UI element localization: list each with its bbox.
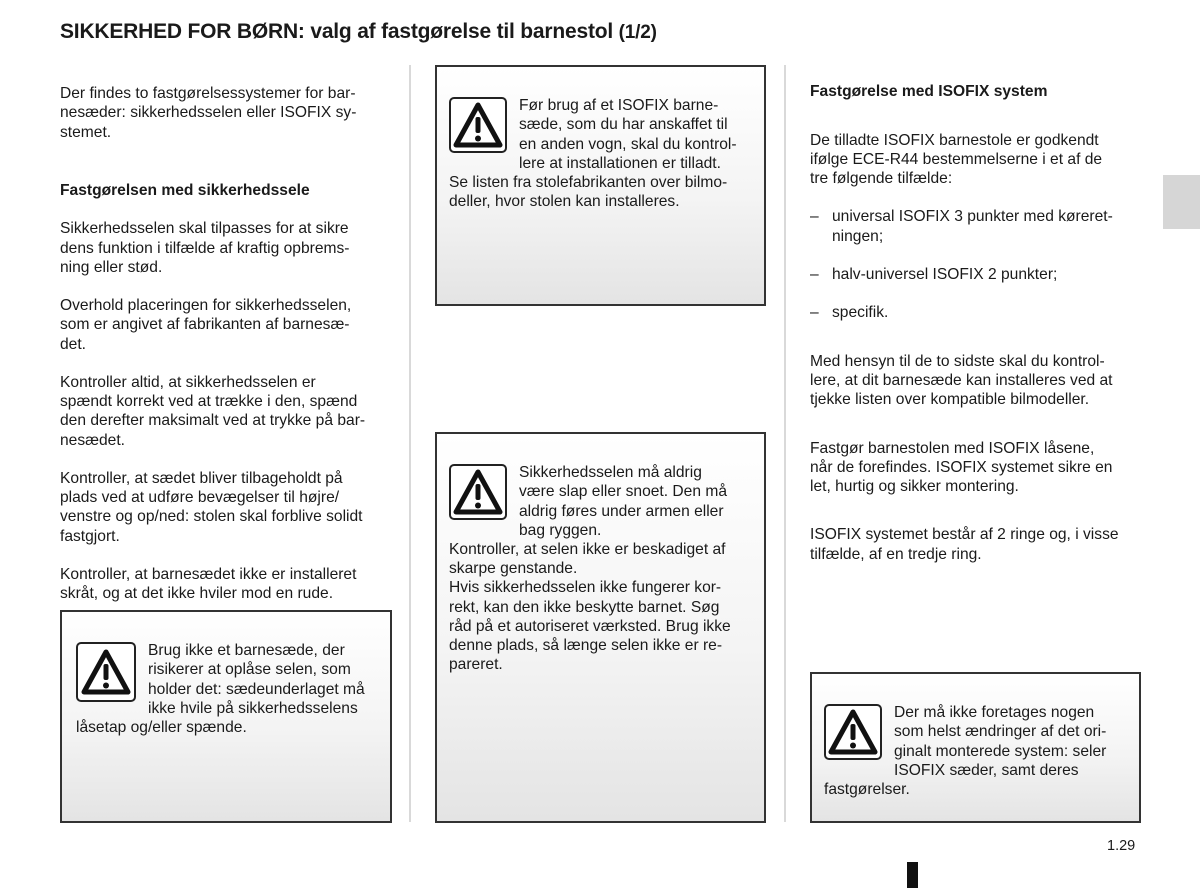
paragraph: De tilladte ISOFIX barnestole er godkendt ifølge ECE-R44 bestemmelserne i et af de tre følgende tilfælde: xyxy=(810,131,1103,188)
paragraph: Overhold placeringen for sikkerhedsselen, som er angivet af fabrikanten af barnesæ- det. xyxy=(60,297,352,353)
section-heading: Fastgørelsen med sikkerhedssele xyxy=(60,182,310,200)
left-column xyxy=(60,65,392,623)
page-marker xyxy=(907,862,918,888)
page-number: 1.29 xyxy=(1107,838,1136,854)
intro-paragraph: Der findes to fastgørelsessystemer for bar- nesæder: sikkerhedsselen eller ISOFIX sy- stemet. xyxy=(60,85,357,141)
list-item-text: specifik. xyxy=(832,304,889,322)
right-column xyxy=(810,63,1142,583)
dash-bullet: – xyxy=(810,208,819,226)
warning-icon xyxy=(449,97,507,153)
column-divider xyxy=(784,65,786,822)
paragraph: Med hensyn til de to sidste skal du kontrol- lere, at dit barnesæde kan installeres ved at tjekke listen over kompatible bilmodeller. xyxy=(810,352,1113,409)
paragraph: Kontroller altid, at sikkerhedsselen er spændt korrekt ved at trække i den, spænd den derefter maksimalt ved at trykke på bar- nesædet. xyxy=(60,374,366,449)
chapter-tab xyxy=(1163,175,1200,229)
paragraph: Fastgør barnestolen med ISOFIX låsene, når de forefindes. ISOFIX systemet sikre en let, hurtig og sikker montering. xyxy=(810,439,1113,496)
dash-bullet: – xyxy=(810,266,819,284)
warning-box xyxy=(60,610,392,823)
page-title xyxy=(60,20,657,44)
warning-box xyxy=(435,432,766,823)
list-item xyxy=(810,207,1142,245)
paragraph: Kontroller, at barnesædet ikke er installeret skråt, og at det ikke hviler mod en rude. xyxy=(60,566,357,603)
list-item xyxy=(810,265,1142,284)
warning-icon xyxy=(76,642,136,702)
warning-icon xyxy=(824,704,882,760)
paragraph: ISOFIX systemet består af 2 ringe og, i visse tilfælde, af en tredje ring. xyxy=(810,526,1119,563)
warning-box xyxy=(810,672,1141,823)
list-item-text: universal ISOFIX 3 punkter med køreret- ningen; xyxy=(832,208,1113,245)
list-item-text: halv-universel ISOFIX 2 punkter; xyxy=(832,266,1058,284)
section-heading: Fastgørelse med ISOFIX system xyxy=(810,83,1048,101)
warning-icon xyxy=(449,464,507,520)
title-text: SIKKERHED FOR BØRN: valg af fastgørelse til barnestol xyxy=(60,20,613,43)
dash-bullet: – xyxy=(810,304,819,322)
paragraph: Sikkerhedsselen skal tilpasses for at sikre dens funktion i tilfælde af kraftig opbrems- ning eller stød. xyxy=(60,220,350,276)
paragraph: Kontroller, at sædet bliver tilbageholdt på plads ved at udføre bevægelser til højre/ venstre og op/ned: stolen skal forblive solidt fastgjort. xyxy=(60,470,363,545)
warning-text: Sikkerhedsselen må aldrig være slap eller snoet. Den må aldrig føres under armen eller bag ryggen. Kontroller, at selen ikke er beskadiget af skarpe genstande. Hvis sikkerhedsselen ikke fungerer kor- rekt, kan den ikke beskytte barnet. Søg råd på et autoriseret værksted. Brug ikke denne plads, så længe selen ikke er re- pareret. xyxy=(449,464,731,674)
warning-box xyxy=(435,65,766,306)
list-item xyxy=(810,303,1142,322)
warning-text: Før brug af et ISOFIX barne- sæde, som du har anskaffet til en anden vogn, skal du kontrol- lere at installationen er tilladt. Se listen fra stolefabrikanten over bilmo- deller, hvor stolen kan installeres. xyxy=(449,97,737,211)
column-divider xyxy=(409,65,411,822)
warning-text: Der må ikke foretages nogen som helst ændringer af det ori- ginalt monterede system: seler ISOFIX sæder, samt deres fastgørelser. xyxy=(824,704,1107,799)
title-part: (1/2) xyxy=(618,22,657,43)
warning-text: Brug ikke et barnesæde, der risikerer at oplåse selen, som holder det: sædeunderlaget må ikke hvile på sikkerhedsselens låsetap og/eller spænde. xyxy=(76,642,365,737)
